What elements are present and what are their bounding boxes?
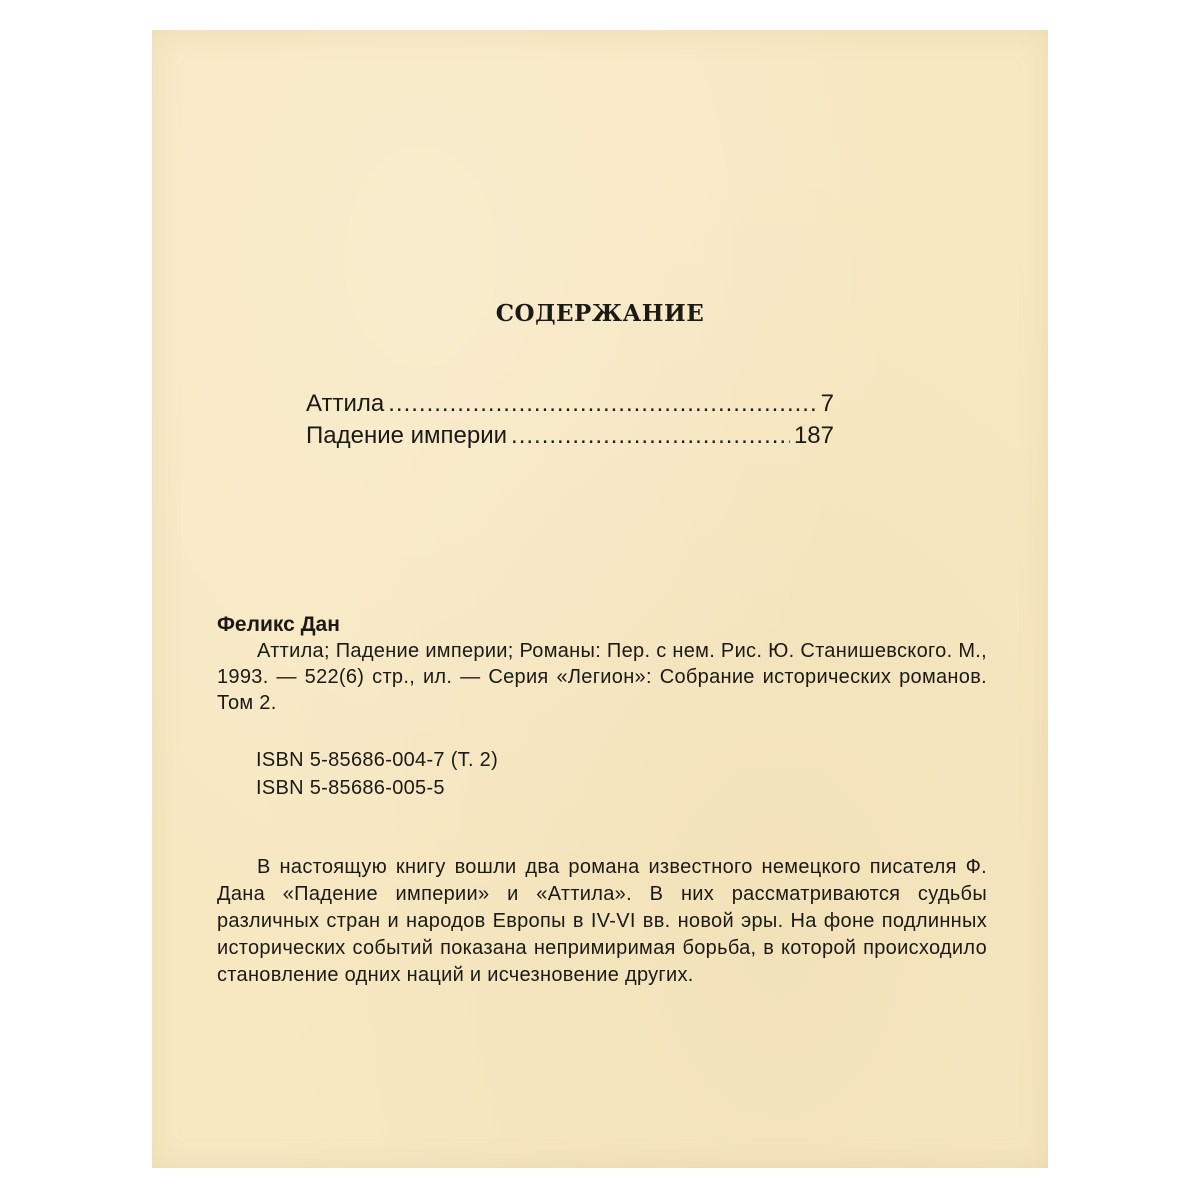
book-annotation: В настоящую книгу вошли два романа известного немецкого писателя Ф. Дана «Падение империи» и «Аттила». В них рассматриваются судьбы различных стран и народов Европы в IV-VI вв. новой эры. На фоне подлинных исторических событий показана непримиримая борьба, в которой происходило становление одних наций и исчезновение других.	[217, 856, 987, 986]
toc-leader-dots	[511, 420, 790, 452]
toc-entry-page: 187	[793, 422, 834, 449]
book-page	[152, 30, 1048, 1168]
isbn-list	[256, 746, 498, 802]
toc-leader-dots	[388, 388, 816, 420]
bibliographic-record	[217, 612, 987, 716]
contents-heading: СОДЕРЖАНИЕ	[495, 300, 705, 327]
toc-entry	[306, 388, 834, 420]
table-of-contents	[306, 388, 834, 452]
toc-entry-title: Падение империи	[306, 422, 508, 449]
toc-entry-page: 7	[820, 390, 834, 417]
isbn-line: ISBN 5-85686-005-5	[256, 777, 445, 799]
bibliographic-description: Аттила; Падение империи; Романы: Пер. с нем. Рис. Ю. Станишевского. М., 1993. — 522(6) стр., ил. — Серия «Легион»: Собрание исторических романов. Том 2.	[217, 640, 987, 714]
toc-entry-title: Аттила	[306, 390, 385, 417]
toc-entry	[306, 420, 834, 452]
author-name: Феликс Дан	[217, 613, 340, 636]
isbn-line: ISBN 5-85686-004-7 (Т. 2)	[256, 749, 499, 771]
